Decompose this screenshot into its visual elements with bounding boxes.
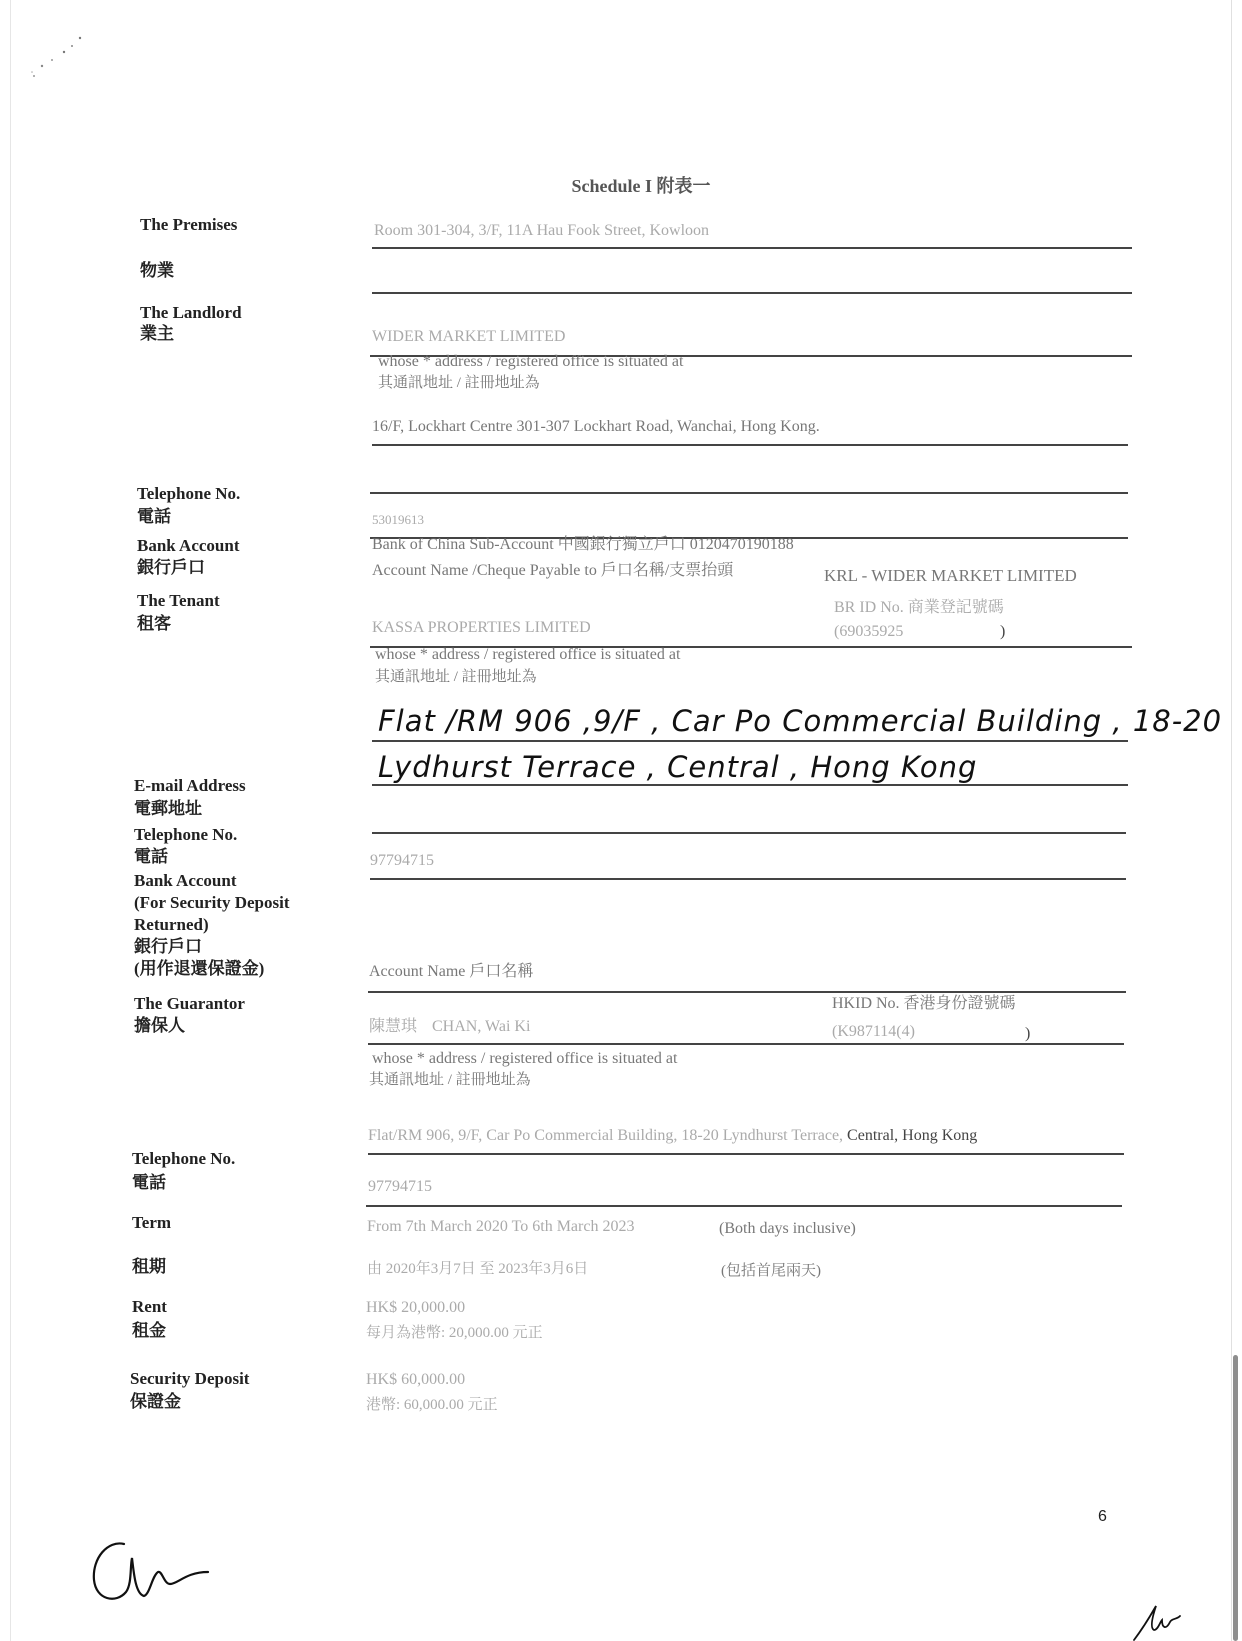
landlord-address-caption-en: whose * address / registered office is situated at: [378, 353, 684, 370]
guarantor-address-faint: Flat/RM 906, 9/F, Car Po Commercial Building, 18-20 Lyndhurst Terrace,: [368, 1127, 844, 1144]
tenant-account-name-line: [368, 991, 1126, 993]
rent-label-en: Rent: [132, 1297, 167, 1316]
tenant-address-line-2: [372, 784, 1128, 786]
landlord-account-name-caption: Account Name /Cheque Payable to 戶口名稱/支票抬頭: [372, 562, 734, 579]
page-number: 6: [1098, 1508, 1107, 1525]
landlord-label-en: The Landlord: [140, 303, 242, 322]
premises-line-1: [372, 247, 1132, 249]
guarantor-telephone: 97794715: [368, 1178, 432, 1195]
guarantor-address-caption-zh: 其通訊地址 / 註冊地址為: [369, 1072, 531, 1088]
premises-line-2: [372, 292, 1132, 294]
tenant-telephone: 97794715: [370, 852, 434, 869]
tenant-telephone-label-en: Telephone No.: [134, 825, 238, 844]
deposit-amount-en: HK$ 60,000.00: [366, 1371, 466, 1388]
guarantor-address-caption-en: whose * address / registered office is situated at: [372, 1050, 678, 1067]
tenant-label-en: The Tenant: [137, 591, 220, 610]
tenant-address-caption-en: whose * address / registered office is situated at: [375, 646, 681, 663]
guarantor-name-zh: 陳慧琪: [369, 1018, 418, 1035]
tenant-address-line-1: [372, 740, 1128, 742]
guarantor-hkid-label: HKID No. 香港身份證號碼: [832, 995, 1016, 1012]
guarantor-name-en: CHAN, Wai Ki: [432, 1018, 531, 1035]
signature-left: [86, 1536, 216, 1616]
premises-label-en: The Premises: [140, 215, 238, 234]
term-inclusive-en: (Both days inclusive): [719, 1220, 856, 1237]
tenant-email-label-zh: 電郵地址: [134, 799, 202, 818]
term-inclusive-zh: (包括首尾兩天): [721, 1263, 821, 1279]
deposit-amount-zh: 港幣: 60,000.00 元正: [366, 1397, 498, 1413]
guarantor-hkid-close: ): [1025, 1025, 1031, 1042]
signature-right: [1130, 1598, 1190, 1641]
tenant-bank-label-zh: 銀行戶口: [134, 937, 202, 956]
premises-address: Room 301-304, 3/F, 11A Hau Fook Street, Kowloon: [374, 222, 710, 239]
tenant-br-label: BR ID No. 商業登記號碼: [834, 599, 1004, 616]
tenant-br-close: ): [1000, 623, 1006, 640]
premises-label-zh: 物業: [140, 261, 174, 280]
term-label-zh: 租期: [132, 1257, 166, 1276]
landlord-bank-label-zh: 銀行戶口: [137, 558, 205, 577]
rent-label-zh: 租金: [132, 1321, 166, 1340]
deposit-label-zh: 保證金: [130, 1392, 181, 1411]
tenant-email-line: [372, 832, 1126, 834]
guarantor-label-en: The Guarantor: [134, 994, 245, 1013]
guarantor-hkid: (K987114(4): [832, 1023, 915, 1040]
landlord-address-caption-zh: 其通訊地址 / 註冊地址為: [378, 375, 540, 391]
landlord-bank-account: Bank of China Sub-Account 中國銀行獨立戶口 0120470190188: [372, 536, 794, 553]
guarantor-address-line: [368, 1153, 1124, 1155]
guarantor-address: [368, 1126, 977, 1146]
tenant-bank-label-en-2: (For Security Deposit: [134, 893, 290, 912]
tenant-address-handwritten-2: Lydhurst Terrace , Central , Hong Kong: [378, 750, 978, 784]
rent-amount-en: HK$ 20,000.00: [366, 1299, 466, 1316]
landlord-address-line-2: [370, 492, 1128, 494]
tenant-bank-label-en-3: Returned): [134, 915, 209, 934]
term-from-en: From 7th March 2020 To 6th March 2023: [367, 1218, 635, 1235]
tenant-address-handwritten-1: Flat /RM 906 ,9/F , Car Po Commercial Building , 18-20: [378, 704, 1223, 738]
landlord-telephone-label-en: Telephone No.: [137, 484, 241, 503]
landlord-telephone-label-zh: 電話: [137, 507, 171, 526]
landlord-address: 16/F, Lockhart Centre 301-307 Lockhart Road, Wanchai, Hong Kong.: [372, 418, 820, 435]
vertical-scrollbar[interactable]: [1233, 1355, 1238, 1641]
tenant-account-name-caption: Account Name 戶口名稱: [369, 963, 534, 980]
term-label-en: Term: [132, 1213, 172, 1232]
scan-specks: [28, 30, 88, 90]
landlord-account-name: KRL - WIDER MARKET LIMITED: [824, 566, 1077, 585]
landlord-bank-label-en: Bank Account: [137, 536, 240, 555]
tenant-telephone-line: [370, 878, 1126, 880]
landlord-telephone: 53019613: [372, 512, 424, 527]
landlord-name: WIDER MARKET LIMITED: [372, 328, 566, 345]
guarantor-address-dark: Central, Hong Kong: [843, 1127, 978, 1144]
landlord-label-zh: 業主: [140, 324, 174, 343]
guarantor-name-line: [368, 1043, 1124, 1045]
tenant-telephone-label-zh: 電話: [134, 847, 168, 866]
landlord-address-line-1: [372, 444, 1128, 446]
tenant-name: KASSA PROPERTIES LIMITED: [372, 619, 591, 636]
term-from-zh: 由 2020年3月7日 至 2023年3月6日: [367, 1261, 589, 1277]
tenant-address-caption-zh: 其通訊地址 / 註冊地址為: [375, 669, 537, 685]
schedule-title: Schedule I 附表一: [571, 176, 711, 196]
rent-amount-zh: 每月為港幣: 20,000.00 元正: [366, 1325, 543, 1341]
deposit-label-en: Security Deposit: [130, 1369, 250, 1388]
guarantor-telephone-label-en: Telephone No.: [132, 1149, 236, 1168]
tenant-bank-label-zh-2: (用作退還保證金): [134, 959, 265, 978]
tenant-label-zh: 租客: [137, 614, 171, 633]
guarantor-label-zh: 擔保人: [134, 1016, 185, 1035]
tenant-br-id: (69035925: [834, 623, 904, 640]
tenant-bank-label-en: Bank Account: [134, 871, 237, 890]
tenant-email-label-en: E-mail Address: [134, 776, 246, 795]
guarantor-telephone-label-zh: 電話: [132, 1173, 166, 1192]
guarantor-telephone-line: [366, 1205, 1122, 1207]
